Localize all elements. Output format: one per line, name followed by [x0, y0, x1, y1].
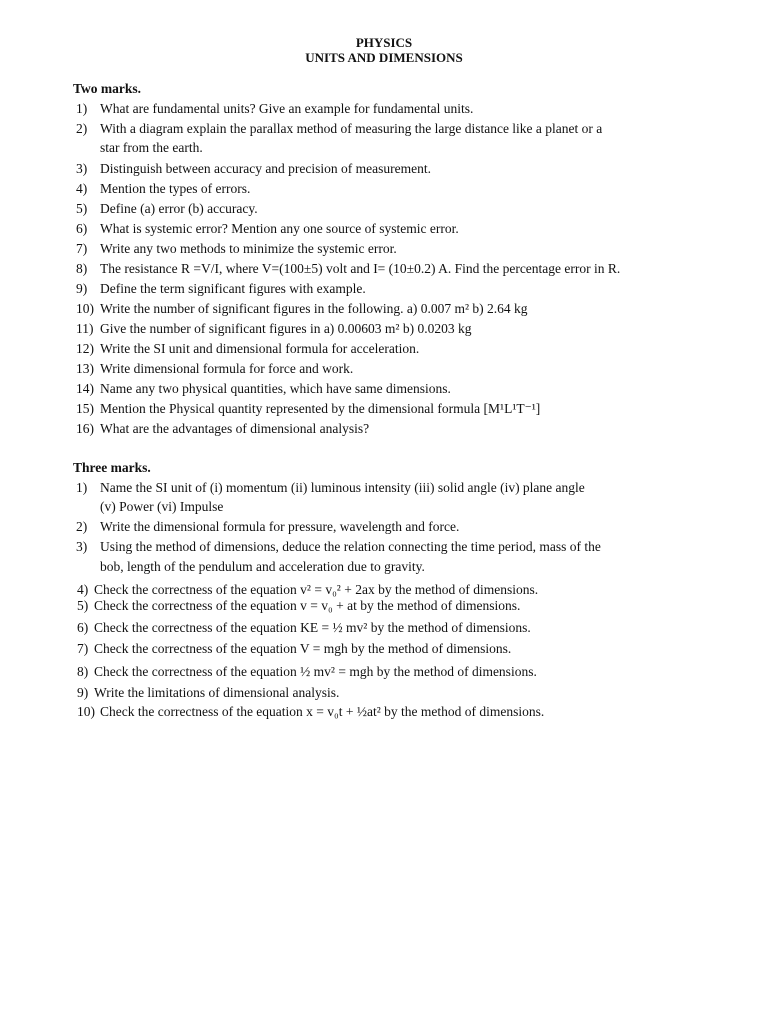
- chapter-title: UNITS AND DIMENSIONS: [305, 50, 463, 65]
- question-text: Write the number of significant figures in the following. a) 0.007 m² b) 2.64 kg: [100, 301, 528, 316]
- question-text: Write dimensional formula for force and work.: [100, 361, 354, 376]
- subject-title: PHYSICS: [355, 35, 413, 50]
- question-text-continued: (v) Power (vi) Impulse: [100, 499, 224, 514]
- question-number: 15): [76, 401, 94, 416]
- question-text: The resistance R =V/I, where V=(100±5) volt and I= (10±0.2) A. Find the percentage error in R.: [100, 261, 621, 276]
- question-number: 16): [76, 421, 94, 436]
- question-text: Mention the types of errors.: [100, 181, 251, 196]
- question-number: 3): [76, 161, 88, 176]
- question-number: 8): [77, 664, 89, 679]
- question-text: Define (a) error (b) accuracy.: [100, 201, 258, 216]
- question-number: 9): [76, 281, 88, 296]
- question-text: Check the correctness of the equation x = v₀t + ½at² by the method of dimensions.: [100, 704, 545, 719]
- question-text: Name any two physical quantities, which have same dimensions.: [100, 381, 451, 396]
- question-number: 11): [76, 321, 94, 336]
- question-text: Check the correctness of the equation V = mgh by the method of dimensions.: [94, 641, 512, 656]
- question-number: 2): [76, 121, 88, 136]
- question-number: 5): [77, 598, 89, 613]
- question-number: 10): [77, 704, 95, 719]
- question-text-continued: star from the earth.: [100, 140, 203, 155]
- question-text: What are fundamental units? Give an example for fundamental units.: [100, 101, 474, 116]
- question-number: 1): [76, 101, 88, 116]
- question-text: Check the correctness of the equation v = v₀ + at by the method of dimensions.: [94, 598, 521, 613]
- question-text: Write the SI unit and dimensional formula for acceleration.: [100, 341, 420, 356]
- question-text: Write the dimensional formula for pressure, wavelength and force.: [100, 519, 460, 534]
- question-number: 1): [76, 480, 88, 495]
- question-number: 9): [77, 685, 89, 700]
- question-number: 14): [76, 381, 94, 396]
- question-text-continued: bob, length of the pendulum and acceleration due to gravity.: [100, 559, 425, 574]
- question-text: Check the correctness of the equation v² = v₀² + 2ax by the method of dimensions.: [94, 582, 539, 597]
- question-number: 6): [76, 221, 88, 236]
- question-text: Using the method of dimensions, deduce the relation connecting the time period, mass of the: [100, 539, 601, 554]
- question-text: Write the limitations of dimensional analysis.: [94, 685, 340, 700]
- three-marks-heading: Three marks.: [73, 460, 151, 475]
- question-text: Name the SI unit of (i) momentum (ii) luminous intensity (iii) solid angle (iv) plane angle: [100, 480, 585, 495]
- two-marks-heading: Two marks.: [73, 81, 142, 96]
- question-number: 7): [76, 241, 88, 256]
- question-number: 10): [76, 301, 94, 316]
- question-text: What are the advantages of dimensional analysis?: [100, 421, 370, 436]
- question-number: 2): [76, 519, 88, 534]
- question-number: 6): [77, 620, 89, 635]
- question-text: Write any two methods to minimize the systemic error.: [100, 241, 397, 256]
- question-number: 3): [76, 539, 88, 554]
- question-text: With a diagram explain the parallax method of measuring the large distance like a planet or a: [100, 121, 603, 136]
- question-number: 12): [76, 341, 94, 356]
- question-number: 13): [76, 361, 94, 376]
- question-number: 4): [77, 582, 89, 597]
- question-number: 7): [77, 641, 89, 656]
- question-number: 8): [76, 261, 88, 276]
- question-text: Distinguish between accuracy and precision of measurement.: [100, 161, 432, 176]
- question-text: Mention the Physical quantity represented by the dimensional formula [M¹L¹T⁻¹]: [100, 401, 541, 416]
- question-number: 4): [76, 181, 88, 196]
- question-number: 5): [76, 201, 88, 216]
- question-text: Check the correctness of the equation ½ mv² = mgh by the method of dimensions.: [94, 664, 537, 679]
- question-text: Define the term significant figures with example.: [100, 281, 366, 296]
- question-text: Give the number of significant figures in a) 0.00603 m² b) 0.0203 kg: [100, 321, 472, 336]
- question-text: Check the correctness of the equation KE = ½ mv² by the method of dimensions.: [94, 620, 531, 635]
- question-text: What is systemic error? Mention any one source of systemic error.: [100, 221, 459, 236]
